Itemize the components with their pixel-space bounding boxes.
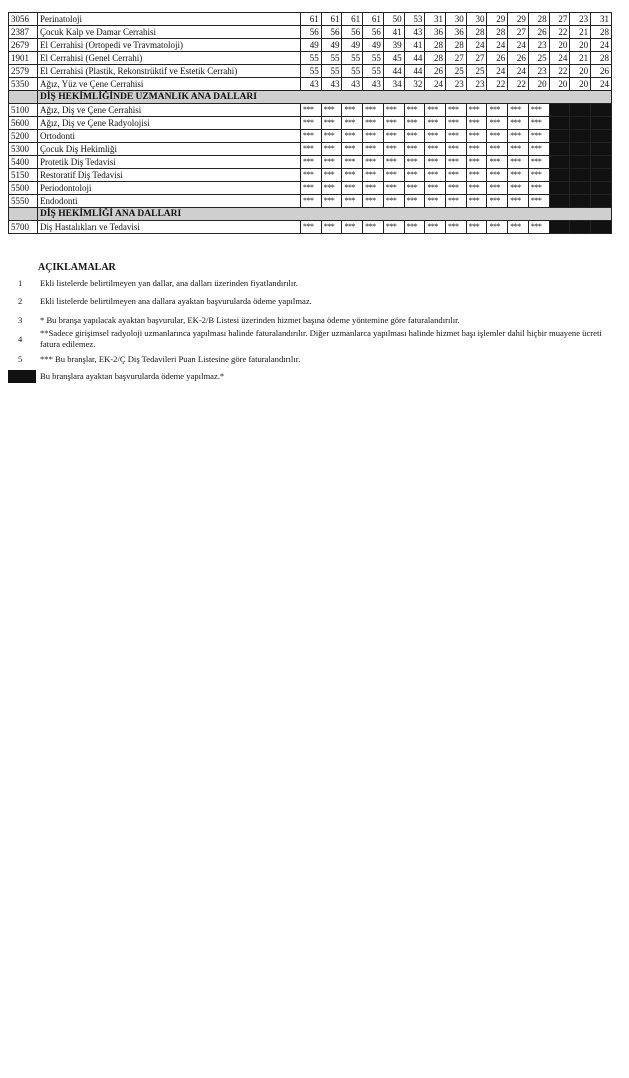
price-value: 28 [425,39,446,52]
table-row [9,221,612,234]
star-value: *** [508,117,529,130]
branch-name: Ağız, Diş ve Çene Cerrahisi [38,104,301,117]
price-value: 34 [383,78,404,91]
branch-name: Ağız, Diş ve Çene Radyolojisi [38,117,301,130]
table-row [9,169,612,182]
price-value: 28 [591,26,612,39]
star-value: *** [528,182,549,195]
not-paid-cell [549,195,570,208]
branch-name: El Cerrahisi (Plastik, Rekonstrüktif ve Estetik Cerrahi) [38,65,301,78]
star-value: *** [466,182,487,195]
star-value: *** [425,169,446,182]
star-value: *** [446,195,467,208]
star-value: *** [487,143,508,156]
section-spacer [9,91,38,104]
star-value: *** [383,156,404,169]
not-paid-cell [549,117,570,130]
star-value: *** [383,117,404,130]
star-value: *** [425,221,446,234]
price-value: 43 [363,78,384,91]
star-value: *** [363,182,384,195]
price-value: 55 [321,52,342,65]
not-paid-cell [570,182,591,195]
star-value: *** [466,104,487,117]
star-value: *** [528,169,549,182]
table-row [9,195,612,208]
star-value: *** [466,143,487,156]
star-value: *** [404,143,425,156]
star-value: *** [446,182,467,195]
star-value: *** [301,182,322,195]
price-value: 28 [528,13,549,26]
section-header-dental-specialty [9,91,612,104]
not-paid-cell [570,156,591,169]
star-value: *** [508,143,529,156]
not-paid-cell [591,143,612,156]
star-value: *** [342,117,363,130]
table-row [9,143,612,156]
star-value: *** [425,182,446,195]
legend [8,370,608,384]
star-value: *** [508,130,529,143]
star-value: *** [301,221,322,234]
table-row [9,78,612,91]
price-value: 39 [383,39,404,52]
branch-code: 1901 [9,52,38,65]
branch-code: 2679 [9,39,38,52]
note-text: * Bu branşa yapılacak ayaktan başvurular, EK-2/B Listesi üzerinden hizmet başına ödeme yöntemine göre faturalandırılır. [40,315,460,325]
not-paid-cell [570,143,591,156]
price-value: 26 [508,52,529,65]
not-paid-cell [591,104,612,117]
note-number: 5 [18,354,23,364]
branch-code: 5300 [9,143,38,156]
not-paid-cell [570,169,591,182]
branch-code: 5500 [9,182,38,195]
star-value: *** [342,169,363,182]
not-paid-cell [591,117,612,130]
star-value: *** [383,182,404,195]
not-paid-cell [591,130,612,143]
star-value: *** [508,104,529,117]
star-value: *** [404,221,425,234]
star-value: *** [363,130,384,143]
price-value: 49 [363,39,384,52]
star-value: *** [508,221,529,234]
star-value: *** [342,104,363,117]
star-value: *** [321,195,342,208]
price-value: 43 [342,78,363,91]
legend-text: Bu branşlara ayaktan başvurularda ödeme yapılmaz.* [40,371,225,381]
branch-code: 5700 [9,221,38,234]
price-value: 55 [301,52,322,65]
branch-code: 5600 [9,117,38,130]
star-value: *** [301,117,322,130]
price-value: 44 [404,52,425,65]
price-value: 27 [446,52,467,65]
star-value: *** [404,130,425,143]
star-value: *** [425,143,446,156]
note-number: 4 [18,334,23,344]
price-value: 24 [487,39,508,52]
star-value: *** [342,130,363,143]
branch-code: 5100 [9,104,38,117]
price-value: 24 [591,78,612,91]
star-value: *** [446,156,467,169]
price-value: 55 [301,65,322,78]
star-value: *** [404,169,425,182]
star-value: *** [528,104,549,117]
price-value: 45 [383,52,404,65]
price-value: 49 [342,39,363,52]
branch-code: 5550 [9,195,38,208]
price-value: 31 [591,13,612,26]
price-value: 41 [383,26,404,39]
star-value: *** [425,104,446,117]
price-value: 27 [466,52,487,65]
price-value: 21 [570,26,591,39]
price-value: 25 [446,65,467,78]
not-paid-cell [549,182,570,195]
star-value: *** [508,195,529,208]
star-value: *** [466,130,487,143]
star-value: *** [404,156,425,169]
not-paid-cell [591,195,612,208]
note-number: 3 [18,315,23,325]
branch-name: Restoratif Diş Tedavisi [38,169,301,182]
price-value: 36 [446,26,467,39]
branch-code: 5200 [9,130,38,143]
star-value: *** [321,104,342,117]
price-value: 30 [446,13,467,26]
price-value: 31 [425,13,446,26]
price-value: 55 [363,65,384,78]
price-value: 24 [549,52,570,65]
star-value: *** [363,104,384,117]
notes-section [8,262,612,402]
price-value: 56 [342,26,363,39]
star-value: *** [342,195,363,208]
star-value: *** [528,117,549,130]
price-value: 43 [404,26,425,39]
star-value: *** [342,156,363,169]
star-value: *** [508,169,529,182]
not-paid-cell [549,156,570,169]
branch-name: Perinatoloji [38,13,301,26]
price-value: 26 [487,52,508,65]
star-value: *** [425,130,446,143]
price-value: 27 [508,26,529,39]
star-value: *** [321,221,342,234]
price-value: 23 [466,78,487,91]
price-value: 61 [321,13,342,26]
note-text: *** Bu branşlar, EK-2/Ç Diş Tedavileri Puan Listesine göre faturalandırılır. [40,354,301,364]
star-value: *** [383,169,404,182]
price-value: 49 [321,39,342,52]
table-row [9,104,612,117]
price-value: 27 [549,13,570,26]
price-value: 56 [301,26,322,39]
price-value: 44 [383,65,404,78]
branch-name: Diş Hastalıkları ve Tedavisi [38,221,301,234]
price-value: 43 [321,78,342,91]
price-value: 22 [549,26,570,39]
price-value: 30 [466,13,487,26]
not-paid-cell [570,104,591,117]
star-value: *** [363,221,384,234]
star-value: *** [446,221,467,234]
branch-name: Çocuk Diş Hekimliği [38,143,301,156]
star-value: *** [425,156,446,169]
star-value: *** [404,182,425,195]
not-paid-cell [570,130,591,143]
branch-code: 5400 [9,156,38,169]
price-value: 24 [508,65,529,78]
price-value: 55 [342,65,363,78]
price-value: 24 [425,78,446,91]
not-paid-cell [549,143,570,156]
note-number: 2 [18,296,23,306]
star-value: *** [487,156,508,169]
star-value: *** [321,182,342,195]
star-value: *** [363,195,384,208]
price-value: 56 [321,26,342,39]
legend-black-swatch [8,370,36,383]
star-value: *** [508,182,529,195]
not-paid-cell [549,169,570,182]
not-paid-cell [591,182,612,195]
price-value: 28 [591,52,612,65]
notes-title: AÇIKLAMALAR [38,262,116,273]
price-value: 20 [570,39,591,52]
star-value: *** [301,104,322,117]
star-value: *** [487,117,508,130]
price-value: 43 [301,78,322,91]
price-value: 24 [508,39,529,52]
price-value: 56 [363,26,384,39]
star-value: *** [363,117,384,130]
star-value: *** [301,143,322,156]
star-value: *** [425,195,446,208]
price-value: 20 [528,78,549,91]
price-value: 20 [549,39,570,52]
not-paid-cell [570,117,591,130]
not-paid-cell [570,221,591,234]
star-value: *** [466,156,487,169]
price-value: 29 [508,13,529,26]
branch-name: Çocuk Kalp ve Damar Cerrahisi [38,26,301,39]
price-value: 55 [321,65,342,78]
star-value: *** [383,221,404,234]
table-row [9,65,612,78]
branch-name: Periodontoloji [38,182,301,195]
branch-name: Ortodonti [38,130,301,143]
star-value: *** [466,195,487,208]
price-value: 26 [591,65,612,78]
table-row [9,182,612,195]
star-value: *** [487,195,508,208]
note-number: 1 [18,278,23,288]
star-value: *** [301,130,322,143]
star-value: *** [301,195,322,208]
star-value: *** [383,104,404,117]
price-value: 28 [425,52,446,65]
price-value: 20 [570,78,591,91]
section-title: DİŞ HEKİMLİĞİ ANA DALLARI [38,208,612,221]
star-value: *** [528,221,549,234]
star-value: *** [383,143,404,156]
price-value: 23 [528,65,549,78]
star-value: *** [446,143,467,156]
star-value: *** [487,221,508,234]
star-value: *** [301,169,322,182]
price-value: 23 [528,39,549,52]
price-value: 28 [446,39,467,52]
star-value: *** [321,156,342,169]
price-value: 36 [425,26,446,39]
price-value: 61 [301,13,322,26]
price-value: 21 [570,52,591,65]
star-value: *** [487,182,508,195]
branch-code: 5350 [9,78,38,91]
table-row [9,39,612,52]
star-value: *** [446,104,467,117]
star-value: *** [528,130,549,143]
not-paid-cell [549,104,570,117]
price-value: 26 [528,26,549,39]
price-value: 61 [363,13,384,26]
not-paid-cell [591,169,612,182]
star-value: *** [446,169,467,182]
price-value: 53 [404,13,425,26]
price-value: 28 [487,26,508,39]
star-value: *** [466,221,487,234]
price-value: 20 [549,78,570,91]
star-value: *** [487,104,508,117]
star-value: *** [321,143,342,156]
price-value: 24 [591,39,612,52]
branch-code: 3056 [9,13,38,26]
fee-table-sheet [8,12,612,234]
price-value: 29 [487,13,508,26]
star-value: *** [342,143,363,156]
price-value: 49 [301,39,322,52]
not-paid-cell [549,130,570,143]
price-value: 44 [404,65,425,78]
price-value: 32 [404,78,425,91]
note-text: **Sadece girişimsel radyoloji uzmanlarınca yapılması halinde faturalandırılır. Diğer uzmanlarca yapılması halinde hizmet başı işlemler dahil hiçbir muayene ücreti fatura edilemez. [40,328,602,349]
price-value: 22 [487,78,508,91]
star-value: *** [383,195,404,208]
star-value: *** [446,117,467,130]
star-value: *** [342,182,363,195]
star-value: *** [466,117,487,130]
star-value: *** [321,169,342,182]
table-row [9,130,612,143]
table-row [9,13,612,26]
branch-name: Ağız, Yüz ve Çene Cerrahisi [38,78,301,91]
star-value: *** [404,117,425,130]
price-value: 25 [466,65,487,78]
price-value: 22 [508,78,529,91]
price-value: 24 [487,65,508,78]
branch-name: Protetik Diş Tedavisi [38,156,301,169]
price-value: 23 [570,13,591,26]
table-row [9,26,612,39]
not-paid-cell [570,195,591,208]
star-value: *** [466,169,487,182]
star-value: *** [383,130,404,143]
price-value: 25 [528,52,549,65]
branch-code: 2579 [9,65,38,78]
not-paid-cell [549,221,570,234]
star-value: *** [508,156,529,169]
table-row [9,156,612,169]
star-value: *** [425,117,446,130]
section-spacer [9,208,38,221]
price-value: 22 [549,65,570,78]
price-value: 24 [466,39,487,52]
price-value: 28 [466,26,487,39]
star-value: *** [528,143,549,156]
price-value: 61 [342,13,363,26]
star-value: *** [528,195,549,208]
not-paid-cell [591,221,612,234]
table-row [9,117,612,130]
star-value: *** [321,117,342,130]
star-value: *** [404,195,425,208]
star-value: *** [363,143,384,156]
star-value: *** [404,104,425,117]
star-value: *** [363,156,384,169]
table-row [9,52,612,65]
branch-code: 5150 [9,169,38,182]
branch-name: El Cerrahisi (Genel Cerrahi) [38,52,301,65]
star-value: *** [301,156,322,169]
star-value: *** [363,169,384,182]
branch-name: Endodonti [38,195,301,208]
star-value: *** [342,221,363,234]
price-value: 41 [404,39,425,52]
star-value: *** [528,156,549,169]
price-value: 50 [383,13,404,26]
star-value: *** [446,130,467,143]
star-value: *** [487,169,508,182]
star-value: *** [487,130,508,143]
price-value: 55 [363,52,384,65]
star-value: *** [321,130,342,143]
not-paid-cell [591,156,612,169]
section-header-dental-main [9,208,612,221]
price-value: 23 [446,78,467,91]
price-value: 55 [342,52,363,65]
price-value: 26 [425,65,446,78]
note-text: Ekli listelerde belirtilmeyen ana dallara ayaktan başvurularda ödeme yapılmaz. [40,296,312,306]
branch-code: 2387 [9,26,38,39]
price-value: 20 [570,65,591,78]
fee-table [8,12,612,234]
section-title: DİŞ HEKİMLİĞİNDE UZMANLIK ANA DALLARI [38,91,612,104]
note-text: Ekli listelerde belirtilmeyen yan dallar, ana dalları üzerinden fiyatlandırılır. [40,278,298,288]
branch-name: El Cerrahisi (Ortopedi ve Travmatoloji) [38,39,301,52]
